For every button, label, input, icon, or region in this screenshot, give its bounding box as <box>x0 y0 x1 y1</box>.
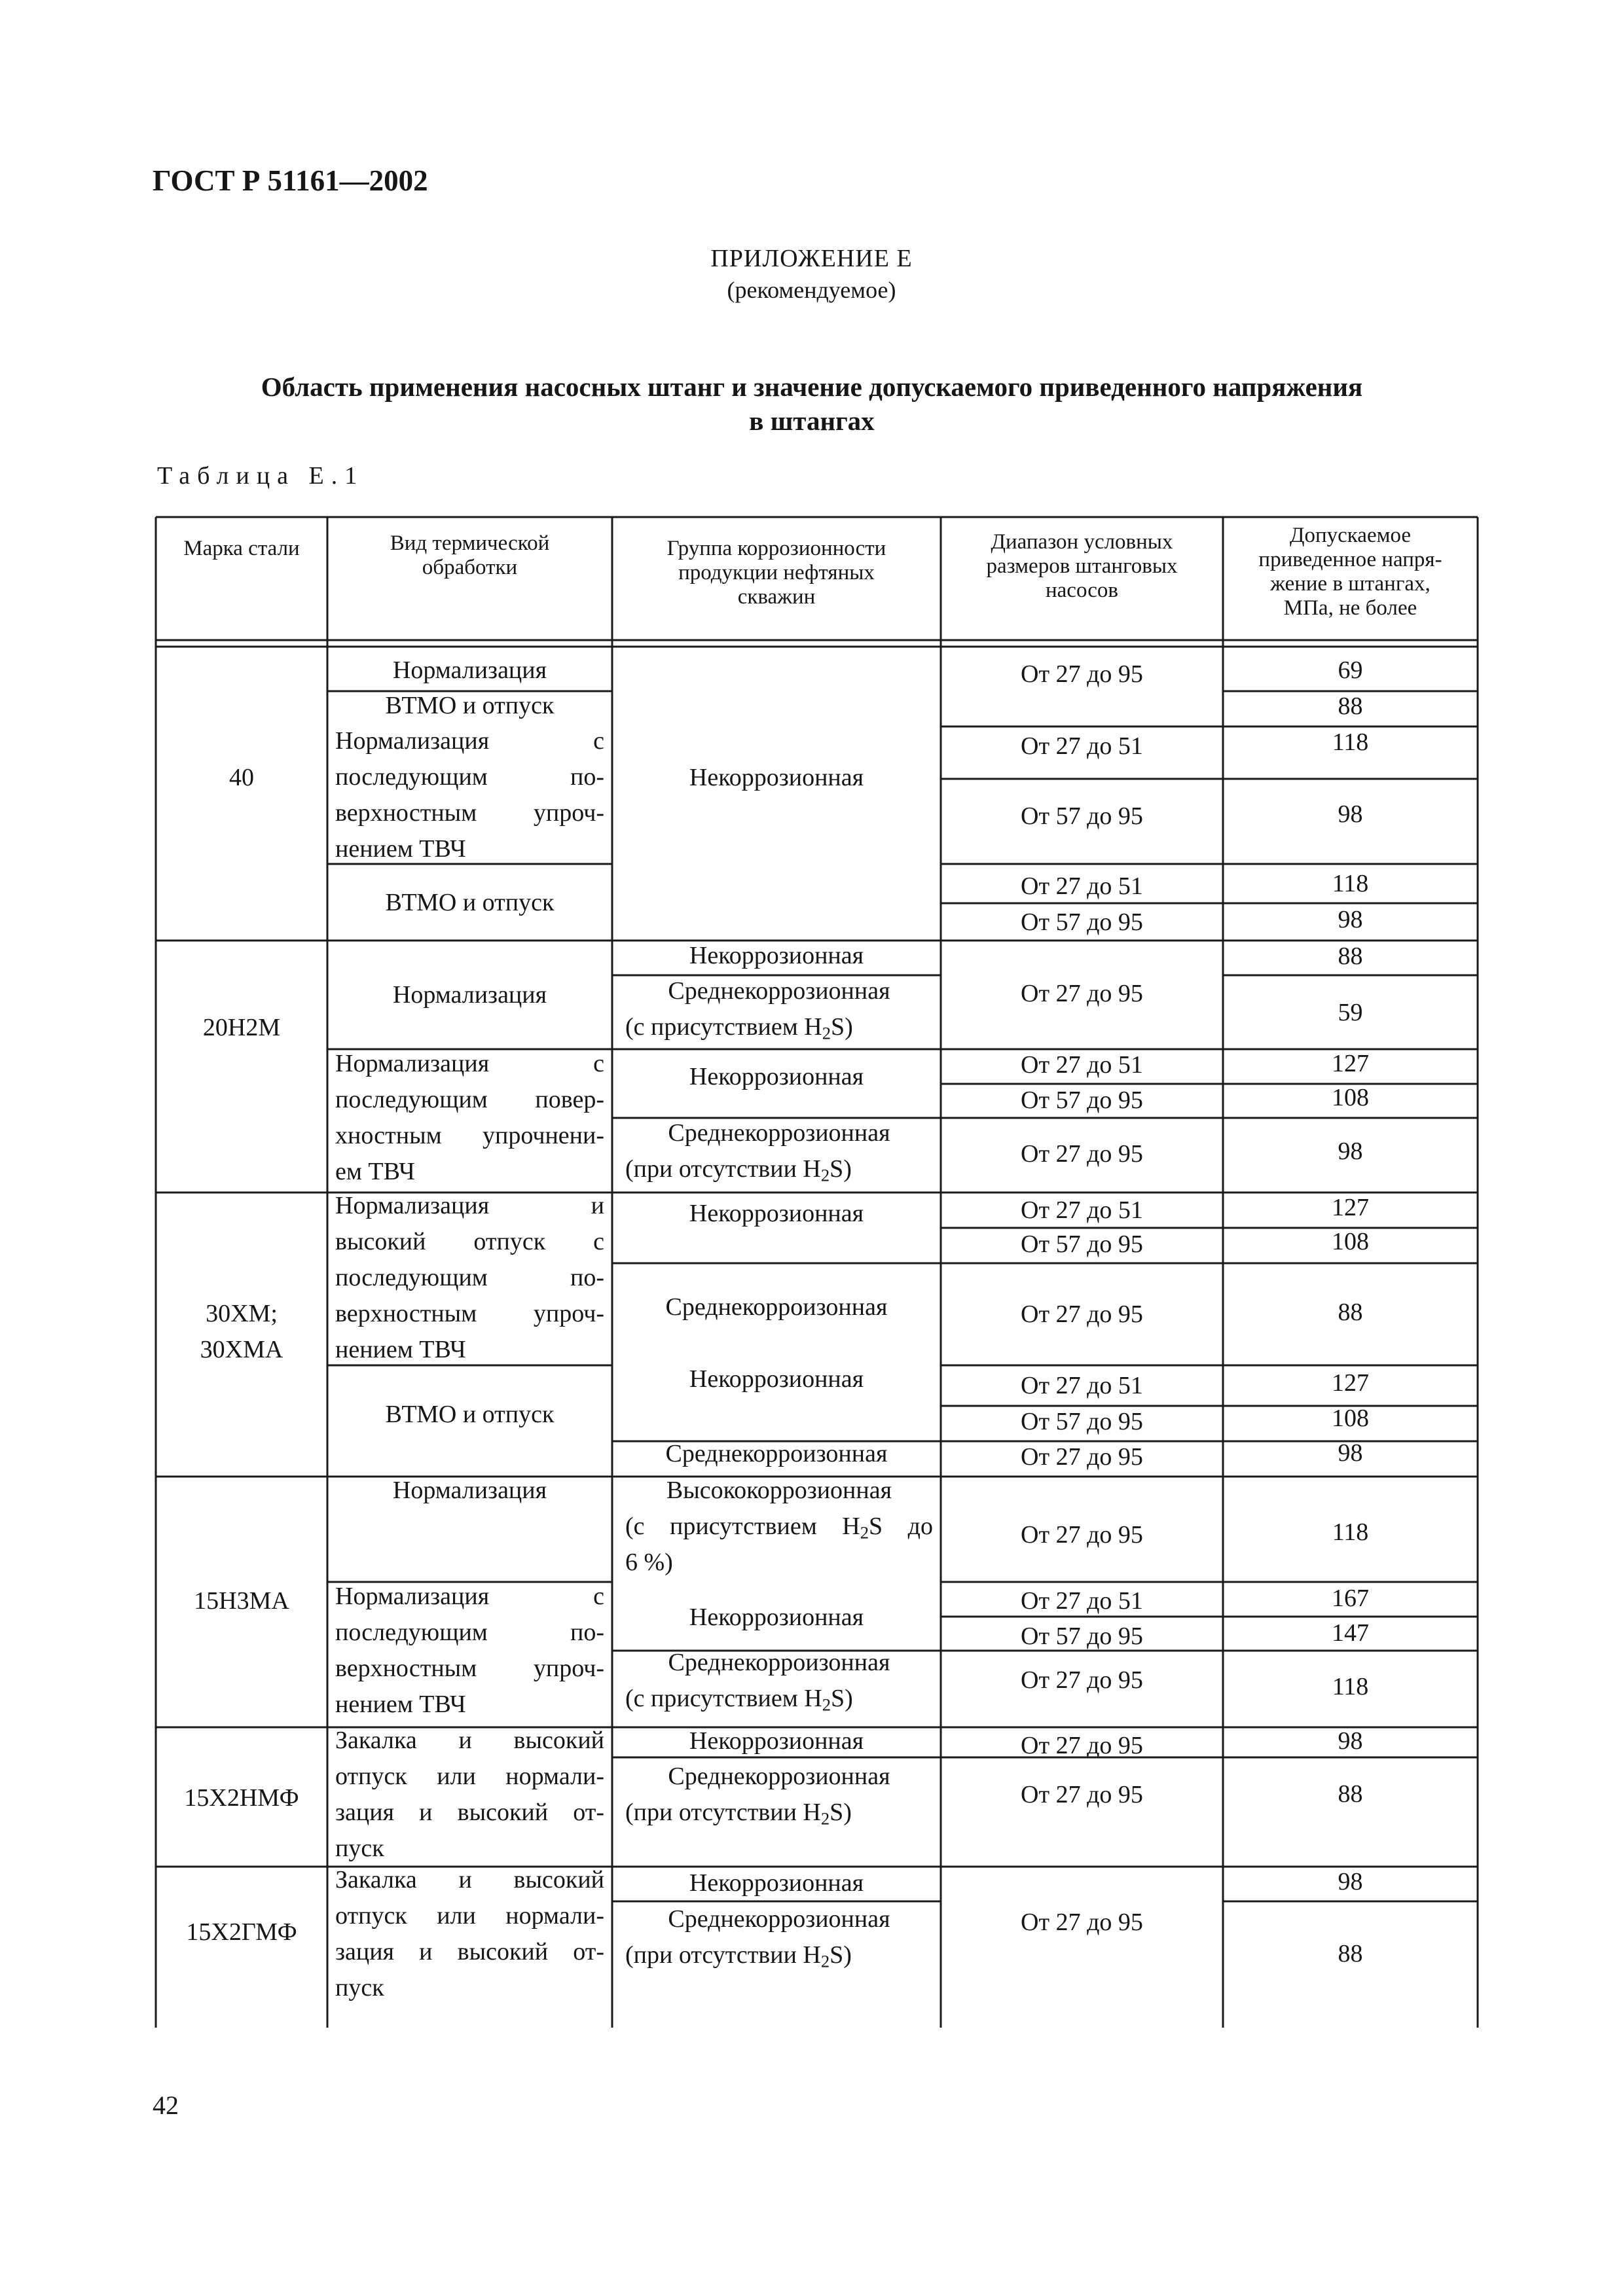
treatment-cell: ВТМО и отпуск <box>385 692 555 719</box>
corrosion-cell: Среднекорроизонная <box>665 1293 888 1321</box>
range-cell: От 27 до 95 <box>1021 1140 1143 1168</box>
stress-value: 59 <box>1338 999 1363 1026</box>
steel-grade: 15Х2ГМФ <box>186 1918 297 1946</box>
range-cell: От 27 до 51 <box>1021 1587 1143 1615</box>
range-cell: От 27 до 95 <box>1021 1732 1143 1759</box>
stress-value: 167 <box>1332 1585 1369 1612</box>
range-cell: От 27 до 51 <box>1021 872 1143 900</box>
stress-value: 118 <box>1332 1518 1369 1546</box>
corrosion-cell: Среднекоррозионная (при отсутствии $H_2S$) <box>625 1119 890 1185</box>
corrosion-cell: Некоррозионная <box>689 1365 864 1393</box>
range-cell: От 27 до 95 <box>1021 1781 1143 1808</box>
stress-value: 69 <box>1338 656 1363 684</box>
corrosion-cell: Среднекоррозионная (при отсутствии $H_2S$) <box>625 1763 890 1829</box>
stress-value: 98 <box>1338 800 1363 828</box>
treatment-cell: Нормализация и высокий отпуск с последующим по- верхностным упроч- нением ТВЧ <box>335 1192 604 1363</box>
column-header-steel: Марка стали <box>183 537 300 560</box>
stress-value: 108 <box>1332 1405 1369 1432</box>
document-code: ГОСТ Р 51161—2002 <box>153 164 428 197</box>
corrosion-cell: Среднекорроизонная <box>665 1440 888 1467</box>
corrosion-cell: Некоррозионная <box>689 1200 864 1227</box>
stress-value: 118 <box>1332 728 1369 756</box>
corrosion-cell: Некоррозионная <box>689 1727 864 1755</box>
steel-grade: 30ХМ; 30ХМА <box>200 1300 283 1363</box>
treatment-cell: Нормализация <box>392 981 547 1009</box>
range-cell: От 27 до 95 <box>1021 980 1143 1007</box>
steel-grade: 20Н2М <box>202 1014 281 1041</box>
stress-value: 118 <box>1332 1673 1369 1700</box>
section-title-line2: в штангах <box>749 406 875 436</box>
section-title-line1: Область применения насосных штанг и значение допускаемого приведенного напряжения <box>261 372 1363 402</box>
steel-grade: 15Х2НМФ <box>184 1784 299 1812</box>
range-cell: От 27 до 51 <box>1021 1372 1143 1399</box>
stress-value: 127 <box>1332 1369 1369 1397</box>
treatment-cell: Нормализация с последующим повер- хностным упрочнени- ем ТВЧ <box>335 1050 604 1185</box>
column-header-treatment: Вид термической обработки <box>390 531 550 579</box>
stress-value: 127 <box>1332 1194 1369 1221</box>
appendix-subtitle: (рекомендуемое) <box>727 277 896 303</box>
range-cell: От 27 до 95 <box>1021 1666 1143 1694</box>
corrosion-cell: Некоррозионная <box>689 764 864 791</box>
treatment-cell: Закалка и высокий отпуск или нормали- зация и высокий от- пуск <box>335 1727 604 1862</box>
treatment-cell: Нормализация с последующим по- верхностным упроч- нением ТВЧ <box>335 727 604 863</box>
range-cell: От 27 до 95 <box>1021 1443 1143 1471</box>
treatment-cell: Нормализация <box>392 656 547 684</box>
stress-value: 108 <box>1332 1084 1369 1111</box>
range-cell: От 27 до 51 <box>1021 732 1143 760</box>
range-cell: От 57 до 95 <box>1021 1408 1143 1435</box>
table-label: Таблица Е.1 <box>157 462 365 490</box>
treatment-cell: ВТМО и отпуск <box>385 889 555 916</box>
stress-value: 88 <box>1338 1780 1363 1808</box>
range-cell: От 27 до 95 <box>1021 1521 1143 1549</box>
stress-value: 88 <box>1338 1299 1363 1326</box>
stress-value: 108 <box>1332 1228 1369 1255</box>
stress-value: 147 <box>1332 1619 1369 1647</box>
stress-value: 98 <box>1338 906 1363 933</box>
stress-value: 98 <box>1338 1138 1363 1165</box>
range-cell: От 57 до 95 <box>1021 1623 1143 1650</box>
range-cell: От 27 до 95 <box>1021 1909 1143 1936</box>
stress-value: 98 <box>1338 1727 1363 1755</box>
range-cell: От 57 до 95 <box>1021 1230 1143 1258</box>
range-cell: От 27 до 95 <box>1021 660 1143 688</box>
steel-grade: 15Н3МА <box>194 1587 289 1615</box>
treatment-cell: Нормализация <box>392 1477 547 1504</box>
treatment-cell: ВТМО и отпуск <box>385 1401 555 1428</box>
corrosion-cell: Среднекорроизонная (с присутствием $H_2S$) <box>625 1649 890 1715</box>
stress-value: 98 <box>1338 1439 1363 1467</box>
column-header-range: Диапазон условных размеров штанговых насосов <box>986 530 1178 602</box>
page-number: 42 <box>153 2090 179 2120</box>
range-cell: От 57 до 95 <box>1021 802 1143 830</box>
range-cell: От 27 до 51 <box>1021 1051 1143 1079</box>
appendix-title: ПРИЛОЖЕНИЕ Е <box>710 245 913 272</box>
stress-value: 127 <box>1332 1050 1369 1077</box>
range-cell: От 57 до 95 <box>1021 908 1143 936</box>
corrosion-cell: Среднекоррозионная (при отсутствии $H_2S$) <box>625 1905 890 1971</box>
treatment-cell: Закалка и высокий отпуск или нормали- зация и высокий от- пуск <box>335 1866 604 2001</box>
range-cell: От 27 до 51 <box>1021 1196 1143 1224</box>
range-cell: От 57 до 95 <box>1021 1086 1143 1114</box>
stress-value: 118 <box>1332 870 1369 897</box>
corrosion-cell: Некоррозионная <box>689 1063 864 1090</box>
stress-value: 88 <box>1338 1940 1363 1967</box>
stress-value: 98 <box>1338 1868 1363 1895</box>
steel-grade: 40 <box>229 764 254 791</box>
corrosion-cell: Некоррозионная <box>689 1869 864 1897</box>
stress-value: 88 <box>1338 692 1363 720</box>
stress-value: 88 <box>1338 942 1363 970</box>
treatment-cell: Нормализация с последующим по- верхностным упроч- нением ТВЧ <box>335 1583 604 1718</box>
corrosion-cell: Высококоррозионная (с присутствием $H_2S$ до 6 %) <box>625 1477 933 1576</box>
column-header-corrosion: Группа коррозионности продукции нефтяных скважин <box>666 537 886 609</box>
column-header-stress: Допускаемое приведенное напря- жение в штангах, МПа, не более <box>1258 524 1442 620</box>
corrosion-cell: Некоррозионная <box>689 942 864 969</box>
corrosion-cell: Некоррозионная <box>689 1604 864 1631</box>
range-cell: От 27 до 95 <box>1021 1300 1143 1328</box>
corrosion-cell: Среднекоррозионная (с присутствием $H_2S$) <box>625 977 890 1043</box>
